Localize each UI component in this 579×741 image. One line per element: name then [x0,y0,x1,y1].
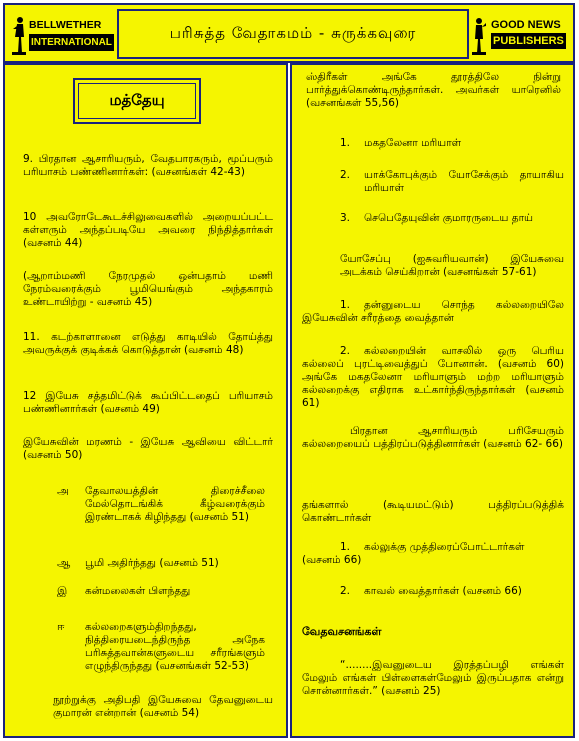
book-title-box [73,78,201,124]
list-item-text: காவல் வைத்தார்கள் (வசனம் 66) [364,585,522,597]
list-number: 3. [340,212,351,224]
left-column [3,63,288,738]
left-paragraph-death: இயேசுவின் மரணம் - இயேசு ஆவியை விட்டார் (வசனம் 50) [23,436,273,461]
list-item-text: தன்னுடைய சொந்த கல்லறையிலே இயேசுவின் சரீரத்தை வைத்தான் [302,299,564,324]
bellwether-figure-icon [11,15,27,55]
list-number: 1. [340,137,351,149]
sub-item-text: பூமி அதிர்ந்தது (வசனம் 51) [85,557,219,569]
left-paragraph-10: 10 அவரோடேகூடச்சிலுவைகளில் அறையப்பட்ட கள்ளரும் அந்தப்படியே அவரை நிந்தித்தார்கள் (வசனம் 44) [23,211,273,249]
right-paragraph-priests: பிரதான ஆசாரியரும் பரிசேயரும் கல்லறையைப் பத்திரப்படுத்தினார்கள் (வசனம் 62- 66) [302,425,564,450]
left-paragraph-9: 9. பிரதான ஆசாரியரும், வேதபாரகரும், மூப்பரும் பரியாசம் பண்ணினார்கள்: (வசனங்கள் 42-43) [23,153,273,178]
page-title: பரிசுத்த வேதாகமம் - சுருக்கவுரை [169,24,417,42]
sub-item-text: கல்லறைகளும்திறந்தது, நித்திரையடைந்திருந்த அநேக பரிசுத்தவான்களுடைய சரீரங்களும் எழுந்திருந்தது (வசனங்கள் 52-53) [85,621,265,672]
list-item-text: கல்லுக்கு முத்திரைப்போட்டார்கள் (வசனம் 66) [302,541,525,566]
sub-item-text: தேவாலயத்தின் திரைச்சீலை மேல்தொடங்கிக் கீழ்வரைக்கும் இரண்டாகக் கிழிந்தது (வசனம் 51) [85,485,265,523]
list-number: 1. [340,541,351,553]
list-item-text: கல்லறையின் வாசலில் ஒரு பெரிய கல்லைப் புரட்டிவைத்துப் போனான். (வசனம் 60) அங்கே மகதலேனா மரியாளும் மற்ற மரியாளும் கல்லறைக்கு எதிராக உட்கார்ந்திருந்தார்கள் (வசனம் 61) [302,345,564,409]
sub-item-text: கன்மலைகள் பிளந்தது [85,585,191,597]
list-number: 2. [340,345,351,357]
list-item-text: மகதலேனா மரியாள் [364,137,462,149]
good-news-logo [469,9,569,59]
right-column [290,63,575,738]
good-news-brand-line2: PUBLISHERS [493,35,564,47]
scripture-quote: “........இவனுடைய இரத்தப்பழி எங்கள் மேலும் எங்கள் பிள்ளைகள்மேலும் இருப்பதாக என்று சொன்னார்கள்.” (வசனம் 25) [302,659,564,697]
sub-item-marker: ஈ [57,621,65,633]
scripture-heading: வேதவசனங்கள் [302,625,382,638]
sub-item-marker: ஆ [57,557,71,569]
right-paragraph-women-watching: ஸ்திரீகள் அங்கே தூரத்திலே நின்று பார்த்துக்கொண்டிருந்தார்கள். அவர்கள் யாரெனில் (வசனங்கள் 55,56) [306,71,561,109]
right-paragraph-joseph: யோசேப்பு (ஐசுவரியவான்) இயேசுவை அடக்கம் செய்கிறான் (வசனங்கள் 57-61) [340,253,564,278]
sub-item-marker: அ [57,485,69,497]
left-paragraph-11: 11. கடற்காளானை எடுத்து காடியில் தோய்த்து அவருக்குக் குடிக்கக் கொடுத்தான் (வசனம் 48) [23,331,273,356]
bellwether-brand-line1: BELLWETHER [29,19,102,31]
good-news-figure-icon [471,15,487,55]
list-item-text: யாக்கோபுக்கும் யோசேக்கும் தாயாகிய மரியாள் [364,169,564,194]
page-title-box [117,9,469,59]
right-paragraph-secured: தங்களால் (கூடியமட்டும்) பத்திரப்படுத்திக் கொண்டார்கள் [302,499,564,524]
list-number: 1. [340,299,351,311]
list-number: 2. [340,585,351,597]
bellwether-brand-line2: INTERNATIONAL [29,34,114,51]
left-paragraph-centurion: நூற்றுக்கு அதிபதி இயேசுவை தேவனுடைய குமாரன் என்றான் (வசனம் 54) [53,694,273,719]
left-paragraph-12: 12 இயேசு சத்தமிட்டுக் கூப்பிட்டதைப் பரியாசம் பண்ணினார்கள் (வசனம் 49) [23,390,273,415]
sub-item-marker: இ [57,585,68,597]
good-news-brand-line1: GOOD NEWS [491,19,561,31]
header-banner [3,3,575,63]
list-item-text: செபெதேயுவின் குமாரருடைய தாய் [364,212,534,224]
list-number: 2. [340,169,351,181]
book-title: மத்தேயு [109,91,165,109]
left-paragraph-darkness: (ஆறாம்மணி நேரமுதல் ஒன்பதாம் மணி நேரம்வரைக்கும் பூமியெங்கும் அந்தகாரம் உண்டாயிற்று - வசனம் 45) [23,270,273,308]
bellwether-logo [9,9,112,59]
